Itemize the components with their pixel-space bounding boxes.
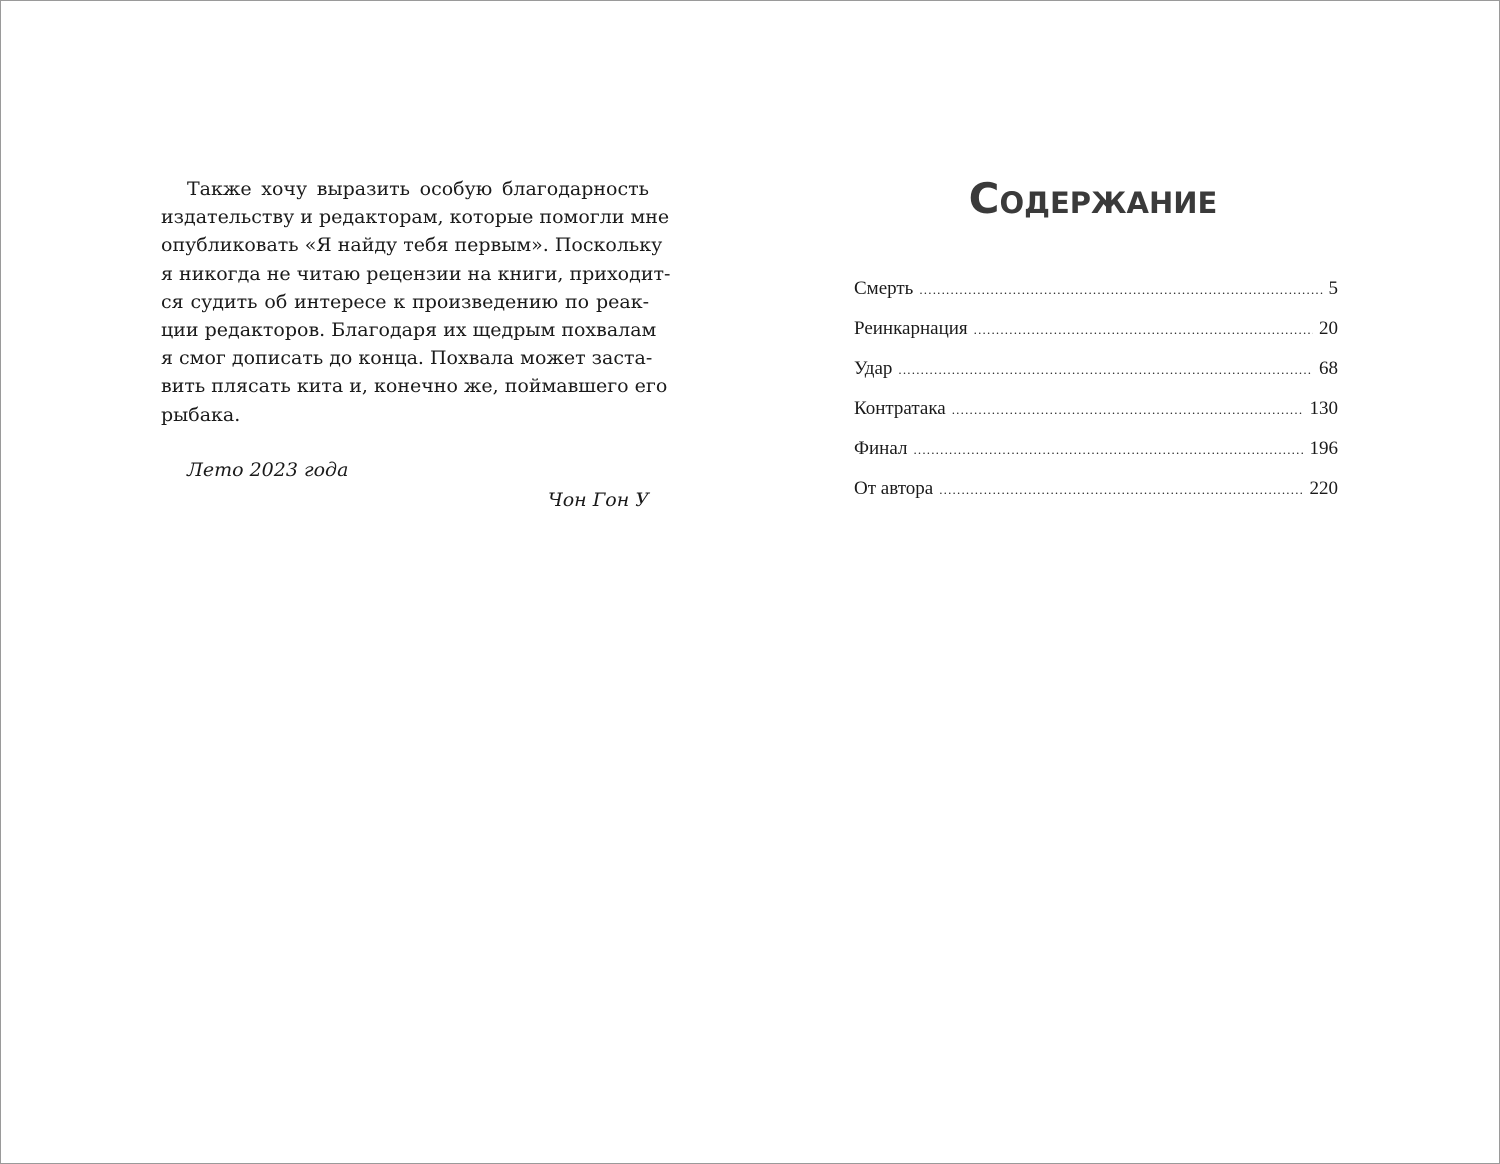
paragraph-line: ции редакторов. Благодаря их щедрым похвалам <box>161 319 657 342</box>
paragraph-line: Также хочу выразить особую благодарность <box>187 178 649 200</box>
toc-leader-dots <box>898 358 1313 382</box>
toc-entry[interactable] <box>854 277 1338 317</box>
right-page <box>854 171 1338 517</box>
paragraph-line: я смог дописать до конца. Похвала может заста- <box>161 347 653 370</box>
toc-leader-dots <box>939 478 1303 502</box>
toc-entry-page: 68 <box>1319 358 1338 379</box>
toc-entry-page: 130 <box>1309 398 1338 419</box>
toc-leader-dots <box>952 398 1304 422</box>
toc-entry-label: Финал <box>854 438 908 459</box>
left-page <box>161 175 671 511</box>
toc-entry-label: Смерть <box>854 278 914 299</box>
toc-list <box>854 277 1338 517</box>
paragraph-line: вить плясать кита и, конечно же, поймавшего его <box>161 375 668 398</box>
toc-entry-label: Контратака <box>854 398 946 419</box>
paragraph-line: издательству и редакторам, которые помогли мне <box>161 206 670 229</box>
paragraph-line: я никогда не читаю рецензии на книги, приходит- <box>161 262 671 285</box>
date-line: Лето 2023 года <box>187 458 349 481</box>
toc-entry-page: 220 <box>1309 478 1338 499</box>
toc-entry-label: От автора <box>854 478 934 499</box>
paragraph-line: опубликовать «Я найду тебя первым». Поскольку <box>161 234 663 257</box>
paragraph-line: ся судить об интересе к произведению по реак- <box>161 290 649 313</box>
toc-leader-dots <box>913 438 1303 462</box>
acknowledgement-paragraph <box>161 175 671 429</box>
toc-entry-page: 196 <box>1309 438 1338 459</box>
paragraph-line: рыбака. <box>161 403 241 426</box>
author-signature: Чон Гон У <box>548 488 649 511</box>
toc-leader-dots <box>974 318 1313 342</box>
toc-leader-dots <box>919 278 1322 302</box>
toc-entry[interactable] <box>854 437 1338 477</box>
toc-entry-page: 20 <box>1319 318 1338 339</box>
toc-title: Содержание <box>968 174 1218 223</box>
toc-entry-label: Удар <box>854 358 893 379</box>
toc-entry-page: 5 <box>1328 278 1338 299</box>
toc-entry[interactable] <box>854 317 1338 357</box>
toc-entry[interactable] <box>854 357 1338 397</box>
toc-entry-label: Реинкарнация <box>854 318 968 339</box>
toc-entry[interactable] <box>854 477 1338 517</box>
toc-entry[interactable] <box>854 397 1338 437</box>
